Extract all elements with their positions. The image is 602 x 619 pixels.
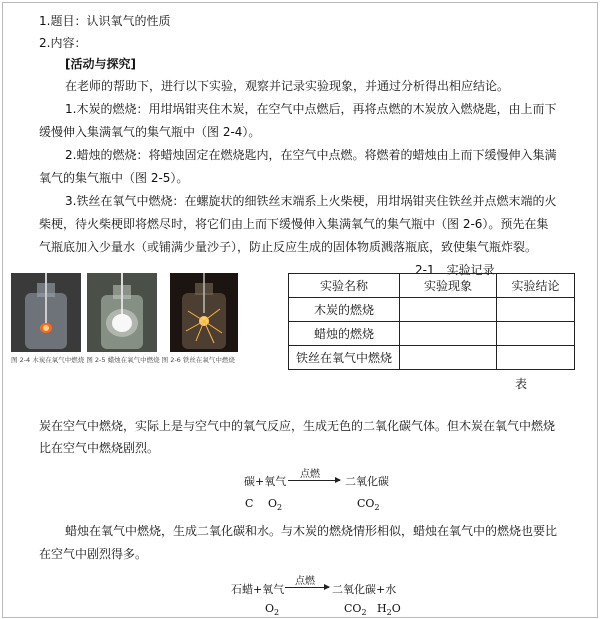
body-paragraph-1-line-2: 比在空气中燃烧剧烈。 [39,441,160,455]
table-row [289,298,575,322]
experiment-3-line-1: 3.铁丝在氧气中燃烧：在螺旋状的细铁丝末端系上火柴梗，用坩埚钳夹住铁丝并点燃末端的火 [65,194,557,208]
row-phenomenon-cell [400,322,497,346]
equation-1-arrow [288,480,340,481]
row-conclusion-cell [497,322,575,346]
experiment-1-line-2: 缓慢伸入集满氧气的集气瓶中（图 2-4）。 [39,125,261,139]
table-row [289,322,575,346]
header-experiment-name: 实验名称 [289,274,400,298]
equation-1-reactants: 碳+氧气 [244,475,287,488]
formula-water: $H_2O$ [377,602,401,618]
row-phenomenon-cell [400,346,497,370]
experiment-1-line-1: 1.木炭的燃烧：用坩埚钳夹住木炭，在空气中点燃后，再将点燃的木炭放入燃烧匙，由上而下 [65,102,557,116]
content-label: 2.内容： [39,36,87,50]
formula-carbon-dioxide: $CO_2$ [357,497,380,513]
experiment-record-table [288,273,575,370]
equation-2-arrow [285,587,329,588]
equation-1-products: 二氧化碳 [345,475,389,488]
photo-iron-wire-burning [170,273,238,352]
formula-oxygen: $O_2$ [268,497,283,513]
figure-captions: 图 2-4 木炭在氧气中燃烧 图 2-5 蜡烛在氧气中燃烧 图 2-6 铁丝在氧气中燃烧 [11,356,235,364]
equation-1-condition: 点燃 [300,469,320,480]
body-paragraph-2-line-2: 在空气中剧烈得多。 [39,547,148,561]
row-conclusion-cell [497,298,575,322]
equation-2-reactants: 石蜡+氧气 [231,583,285,596]
table-row [289,346,575,370]
formula-carbon: C [245,497,254,510]
table-caption-top: 2-1 实验记录 [415,263,495,277]
header-conclusion: 实验结论 [497,274,575,298]
equation-2-condition: 点燃 [295,576,315,587]
row-experiment-name: 蜡烛的燃烧 [289,322,400,346]
formula-oxygen-2: $O_2$ [265,602,280,618]
equation-2-products: 二氧化碳+水 [332,583,397,596]
table-caption-bottom: 表 [515,377,528,391]
experiment-2-line-2: 氧气的集气瓶中（图 2-5）。 [39,171,189,185]
topic-line: 1.题目：认识氧气的性质 [39,14,171,28]
experiment-3-line-3: 气瓶底加入少量水（或铺满少量沙子），防止反应生成的固体物质溅落瓶底，致使集气瓶炸裂。 [39,240,538,254]
row-phenomenon-cell [400,298,497,322]
formula-carbon-dioxide-2: $CO_2$ [344,602,367,618]
row-experiment-name: 木炭的燃烧 [289,298,400,322]
body-paragraph-2-line-1: 蜡烛在氧气中燃烧，生成二氧化碳和水。与木炭的燃烧情形相似，蜡烛在氧气中的燃烧也要比 [65,524,558,538]
experiment-3-line-2: 柴梗，待火柴梗即将燃尽时，将它们由上而下缓慢伸入集满氧气的集气瓶中（图 2-6）。预先在集 [39,217,549,231]
row-conclusion-cell [497,346,575,370]
header-phenomenon: 实验现象 [400,274,497,298]
photo-candle-burning [87,273,157,352]
body-paragraph-1-line-1: 炭在空气中燃烧，实际上是与空气中的氧气反应，生成无色的二氧化碳气体。但木炭在氧气中燃烧 [39,419,556,433]
photo-charcoal-burning [11,273,81,352]
intro-paragraph: 在老师的帮助下，进行以下实验，观察并记录实验现象，并通过分析得出相应结论。 [65,79,510,93]
row-experiment-name: 铁丝在氧气中燃烧 [289,346,400,370]
table-header-row [289,274,575,298]
experiment-2-line-1: 2.蜡烛的燃烧：将蜡烛固定在燃烧匙内，在空气中点燃。将燃着的蜡烛由上而下缓慢伸入集满 [65,148,557,162]
document-page [2,2,598,618]
section-title: [活动与探究] [65,57,136,71]
